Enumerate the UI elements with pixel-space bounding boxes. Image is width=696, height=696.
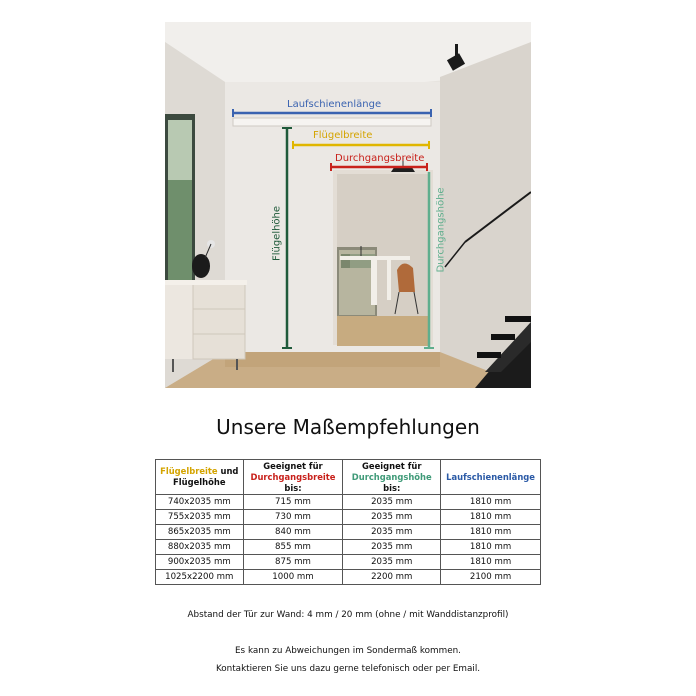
measurement-table — [155, 459, 541, 585]
header-laufschiene: Laufschienenlänge — [441, 460, 541, 495]
section-heading: Unsere Maßempfehlungen — [216, 415, 480, 439]
cell-height: 2035 mm — [343, 495, 441, 510]
cell-rail: 1810 mm — [441, 555, 541, 570]
cell-rail: 1810 mm — [441, 540, 541, 555]
fluegelhoehe-label: Flügelhöhe — [271, 205, 283, 262]
cell-width: 875 mm — [243, 555, 343, 570]
room-illustration — [165, 22, 531, 388]
cell-height: 2035 mm — [343, 555, 441, 570]
deviation-note: Es kann zu Abweichungen im Sondermaß kommen. — [235, 646, 461, 656]
cell-size: 900x2035 mm — [156, 555, 244, 570]
header-durchgangshoehe: Geeignet für Durchgangshöhe bis: — [343, 460, 441, 495]
header-fluegel: Flügelbreite und Flügelhöhe — [156, 460, 244, 495]
cell-width: 1000 mm — [243, 570, 343, 585]
table-row — [156, 525, 541, 540]
cell-size: 880x2035 mm — [156, 540, 244, 555]
cell-height: 2035 mm — [343, 525, 441, 540]
cell-rail: 1810 mm — [441, 510, 541, 525]
durchgangshoehe-label: Durchgangshöhe — [435, 187, 447, 273]
table-row — [156, 495, 541, 510]
cell-width: 855 mm — [243, 540, 343, 555]
cell-size: 755x2035 mm — [156, 510, 244, 525]
cell-height: 2035 mm — [343, 540, 441, 555]
header-durchgangsbreite: Geeignet für Durchgangsbreite bis: — [243, 460, 343, 495]
cell-size: 740x2035 mm — [156, 495, 244, 510]
durchgangsbreite-label: Durchgangsbreite — [335, 153, 425, 164]
cell-rail: 1810 mm — [441, 525, 541, 540]
cell-width: 840 mm — [243, 525, 343, 540]
cell-rail: 2100 mm — [441, 570, 541, 585]
table-row — [156, 570, 541, 585]
contact-note: Kontaktieren Sie uns dazu gerne telefonisch oder per Email. — [215, 664, 481, 674]
distance-note: Abstand der Tür zur Wand: 4 mm / 20 mm (ohne / mit Wanddistanzprofil) — [187, 610, 509, 620]
table-row — [156, 555, 541, 570]
cell-size: 865x2035 mm — [156, 525, 244, 540]
table-row — [156, 540, 541, 555]
laufschiene-label: Laufschienenlänge — [287, 99, 382, 110]
table-header-row — [156, 460, 541, 495]
table-row — [156, 510, 541, 525]
room-drawing — [165, 22, 531, 388]
cell-width: 715 mm — [243, 495, 343, 510]
cell-size: 1025x2200 mm — [156, 570, 244, 585]
cell-height: 2200 mm — [343, 570, 441, 585]
cell-width: 730 mm — [243, 510, 343, 525]
fluegelbreite-label: Flügelbreite — [313, 130, 373, 141]
cell-rail: 1810 mm — [441, 495, 541, 510]
cell-height: 2035 mm — [343, 510, 441, 525]
